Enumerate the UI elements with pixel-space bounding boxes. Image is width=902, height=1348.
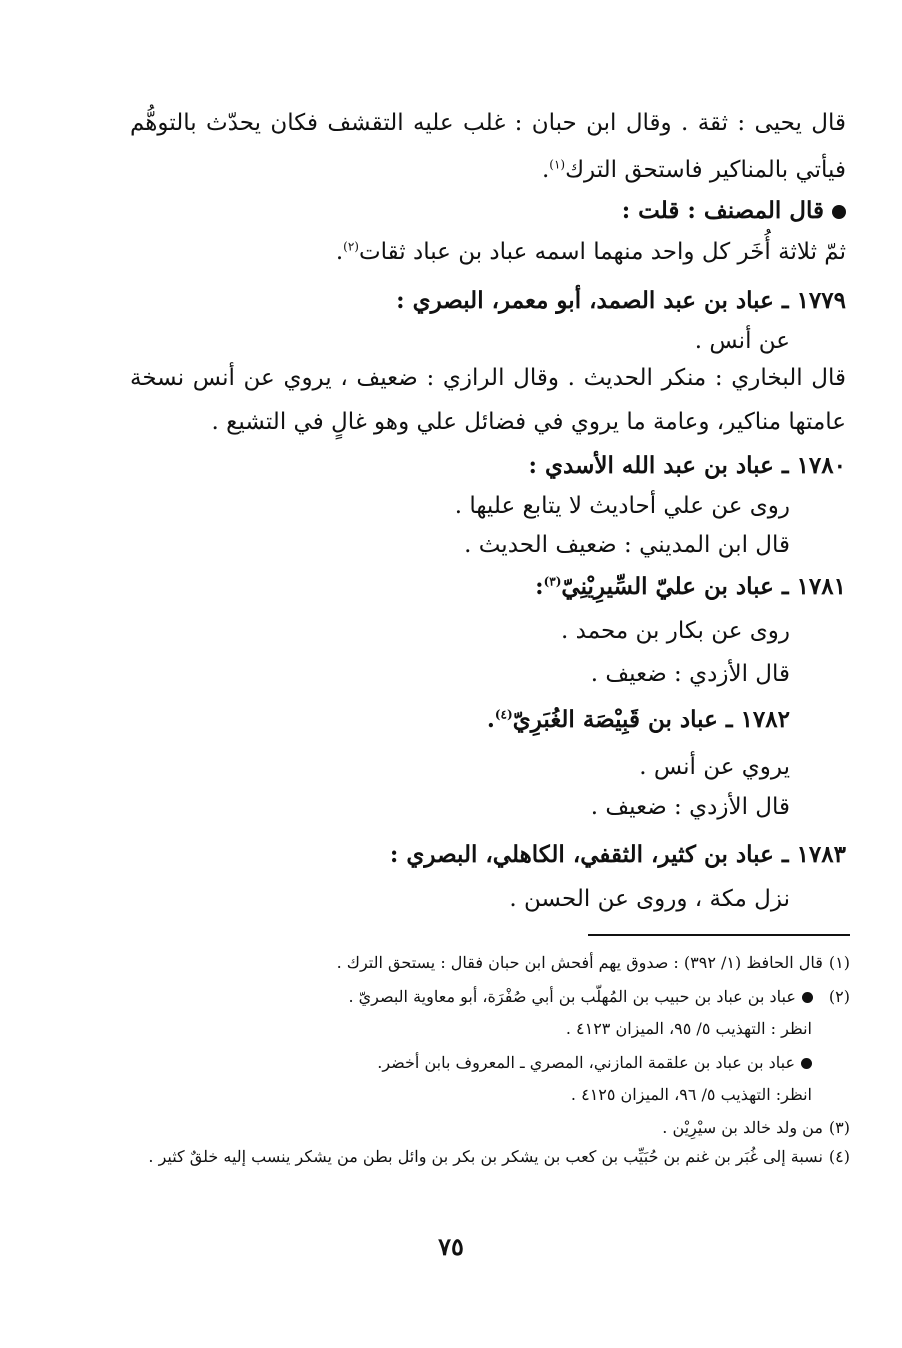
entry-1781-heading-text: ١٧٨١ ـ عباد بن عليّ السِّيرِيْنِيّ	[561, 573, 846, 600]
author-note-heading	[622, 196, 846, 226]
footnote-2-text-c: عباد بن عباد بن علقمة المازني، المصري ـ المعروف بابن أخضر.	[377, 1053, 795, 1072]
footnote-2-text-a: عباد بن عباد بن حبيب بن المُهلّب بن أبي صُفْرَة، أبو معاوية البصريّ .	[348, 987, 796, 1006]
entry-1782-line-2: قال الأزدي : ضعيف .	[590, 794, 790, 820]
footnote-ref-4: (٤)	[494, 707, 513, 722]
entry-1782-heading-end: .	[486, 706, 495, 733]
footnote-2-line-b: انظر : التهذيب ٥/ ٩٥، الميزان ٤١٢٣ .	[565, 1019, 812, 1038]
entry-1779-heading: ١٧٧٩ ـ عباد بن عبد الصمد، أبو معمر، البصري :	[396, 287, 846, 314]
entry-1779-line-1: عن أنس .	[694, 328, 790, 354]
footnote-4	[148, 1146, 850, 1168]
footnote-2-line-c	[377, 1052, 812, 1074]
entry-1782-heading	[487, 705, 790, 735]
footnote-3	[662, 1117, 850, 1139]
entry-1780-line-1: روى عن علي أحاديث لا يتابع عليها .	[454, 493, 790, 519]
entry-1781-heading	[535, 572, 846, 602]
footnote-separator	[588, 934, 850, 936]
body-line-2-end: .	[541, 157, 550, 183]
body-line-1: قال يحيى : ثقة . وقال ابن حبان : غلب عليه التقشف فكان يحدّث بالتوهُّم	[130, 110, 846, 136]
footnote-2-number: (٢)	[828, 987, 850, 1006]
footnote-3-text: من ولد خالد بن سيْرِيْن .	[662, 1118, 823, 1137]
footnote-3-number: (٣)	[828, 1118, 850, 1137]
footnote-ref-2: (٢)	[343, 239, 359, 254]
footnote-2	[348, 986, 850, 1008]
footnote-1-text: قال الحافظ (١/ ٣٩٢) : صدوق يهم أفحش ابن حبان فقال : يستحق الترك .	[336, 953, 823, 972]
entry-1782-heading-text: ١٧٨٢ ـ عباد بن قَبِيْصَة الغُبَرِيّ	[512, 706, 790, 733]
body-line-4-text: ثمّ ثلاثة أُخَر كل واحد منهما اسمه عباد بن عباد ثقات	[358, 239, 846, 265]
footnote-1-number: (١)	[828, 953, 850, 972]
footnote-4-text: نسبة إلى غُبَر بن غنم بن حُبَيِّب بن كعب بن يشكر بن بكر بن وائل بطن من يشكر ينسب إليه خلقٌ كثير .	[148, 1147, 823, 1166]
entry-1782-line-1: يروي عن أنس .	[639, 754, 790, 780]
footnote-4-number: (٤)	[828, 1147, 850, 1166]
entry-1779-line-3: عامتها مناكير، وعامة ما يروي في فضائل علي وهو غالٍ في التشيع .	[211, 409, 846, 435]
body-line-4	[336, 237, 846, 267]
entry-1783-line-1: نزل مكة ، وروى عن الحسن .	[509, 886, 790, 912]
bullet-icon	[802, 992, 813, 1003]
bullet-icon	[832, 205, 846, 219]
entry-1779-line-2: قال البخاري : منكر الحديث . وقال الرازي : ضعيف ، يروي عن أنس نسخة	[130, 365, 846, 391]
footnote-2-line-d: انظر: التهذيب ٥/ ٩٦، الميزان ٤١٢٥ .	[570, 1085, 812, 1104]
entry-1783-heading: ١٧٨٣ ـ عباد بن كثير، الثقفي، الكاهلي، البصري :	[389, 841, 846, 868]
body-line-4-end: .	[335, 239, 344, 265]
author-note-heading-text: قال المصنف : قلت :	[621, 197, 824, 224]
entry-1780-heading: ١٧٨٠ ـ عباد بن عبد الله الأسدي :	[528, 452, 846, 479]
entry-1781-heading-end: :	[535, 573, 544, 600]
footnote-ref-1: (١)	[549, 157, 566, 172]
entry-1781-line-1: روى عن بكار بن محمد .	[561, 618, 790, 644]
page-number: ٧٥	[438, 1232, 464, 1261]
footnote-1	[337, 952, 850, 974]
footnote-ref-3: (٣)	[543, 574, 562, 589]
entry-1781-line-2: قال الأزدي : ضعيف .	[590, 661, 790, 687]
body-line-2-text: فيأتي بالمناكير فاستحق الترك	[565, 157, 846, 183]
body-line-2	[542, 155, 846, 185]
bullet-icon	[801, 1058, 812, 1069]
entry-1780-line-2: قال ابن المديني : ضعيف الحديث .	[464, 532, 790, 558]
